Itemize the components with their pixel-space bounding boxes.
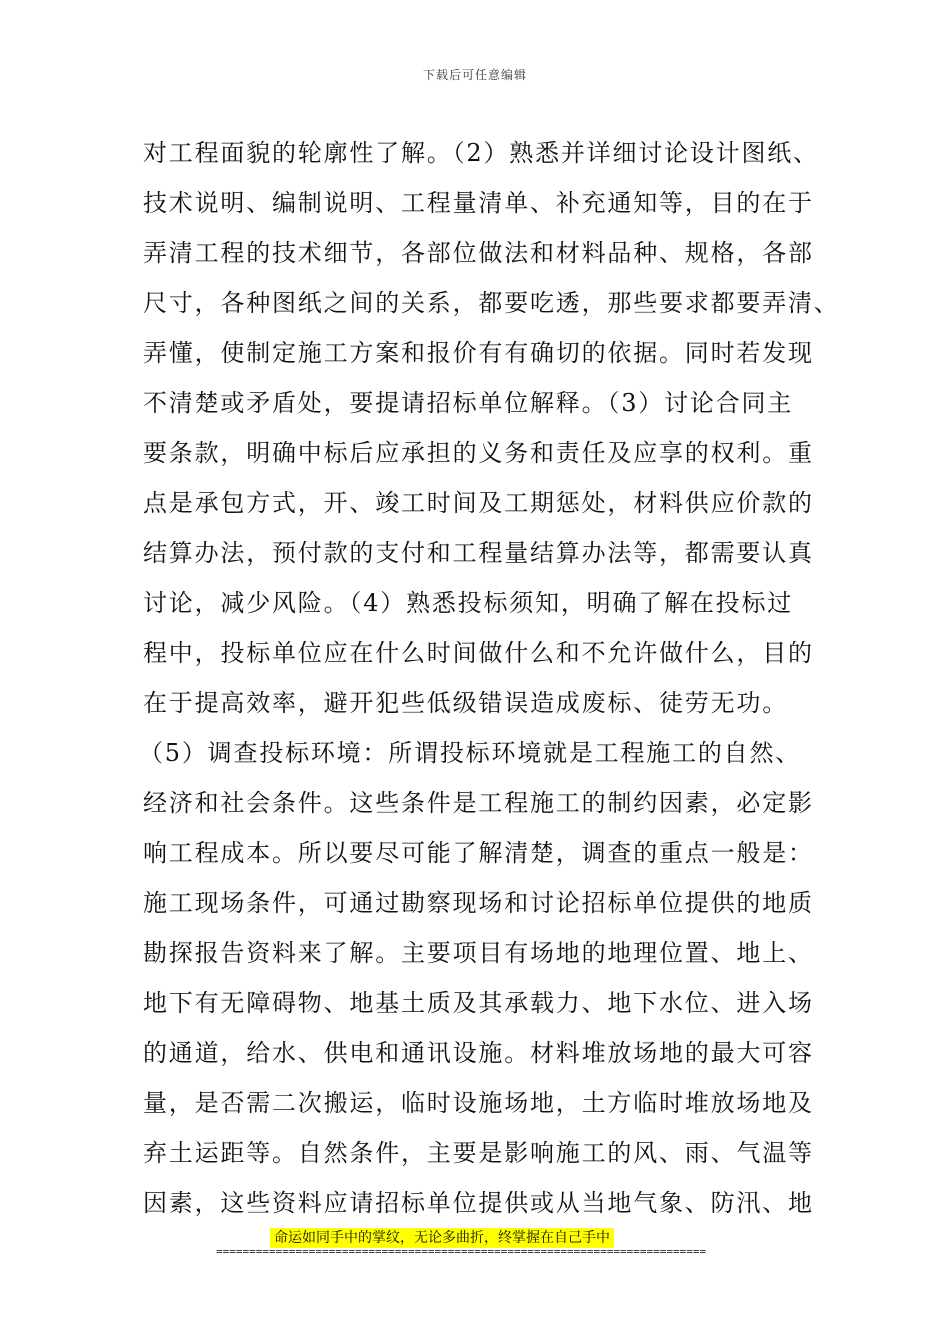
text-line: 在于提高效率，避开犯些低级错误造成废标、徒劳无功。 xyxy=(143,689,788,717)
header-note: 下载后可任意编辑 xyxy=(422,68,527,82)
footer-motto: 命运如同手中的掌纹，无论多曲折，终掌握在自己手中 xyxy=(270,1228,614,1248)
text-line: 尺寸，各种图纸之间的关系，都要吃透，那些要求都要弄清、 xyxy=(143,289,840,317)
text-line: （5）调查投标环境：所谓投标环境就是工程施工的自然、 xyxy=(139,739,802,767)
text-line: 结算办法，预付款的支付和工程量结算办法等，都需要认真 xyxy=(143,539,814,567)
text-line: 不清楚或矛盾处，要提请招标单位解释。（3）讨论合同主 xyxy=(143,389,794,417)
text-line: 技术说明、编制说明、工程量清单、补充通知等，目的在于 xyxy=(143,189,814,217)
text-line: 对工程面貌的轮廓性了解。（2）熟悉并详细讨论设计图纸、 xyxy=(143,139,819,167)
text-line: 施工现场条件，可通过勘察现场和讨论招标单位提供的地质 xyxy=(143,889,814,917)
text-line: 弄懂，使制定施工方案和报价有有确切的依据。同时若发现 xyxy=(143,339,814,367)
text-line: 勘探报告资料来了解。主要项目有场地的地理位置、地上、 xyxy=(143,939,814,967)
text-line: 量，是否需二次搬运，临时设施场地，土方临时堆放场地及 xyxy=(143,1089,814,1117)
document-body xyxy=(139,128,840,1228)
text-line: 的通道，给水、供电和通讯设施。材料堆放场地的最大可容 xyxy=(143,1039,814,1067)
text-line: 因素，这些资料应请招标单位提供或从当地气象、防汛、地 xyxy=(143,1189,814,1217)
text-line: 程中，投标单位应在什么时间做什么和不允许做什么，目的 xyxy=(143,639,814,667)
text-line: 经济和社会条件。这些条件是工程施工的制约因素，必定影 xyxy=(143,789,814,817)
text-line: 响工程成本。所以要尽可能了解清楚，调查的重点一般是： xyxy=(143,839,814,867)
text-line: 讨论，减少风险。（4）熟悉投标须知，明确了解在投标过 xyxy=(143,589,794,617)
text-line: 弄清工程的技术细节，各部位做法和材料品种、规格，各部 xyxy=(143,239,814,267)
footer-rule: ========================================================================== xyxy=(216,1245,707,1258)
text-line: 要条款，明确中标后应承担的义务和责任及应享的权利。重 xyxy=(143,439,814,467)
text-line: 点是承包方式，开、竣工时间及工期惩处，材料供应价款的 xyxy=(143,489,814,517)
text-line: 弃土运距等。自然条件，主要是影响施工的风、雨、气温等 xyxy=(143,1139,814,1167)
text-line: 地下有无障碍物、地基土质及其承载力、地下水位、进入场 xyxy=(143,989,814,1017)
